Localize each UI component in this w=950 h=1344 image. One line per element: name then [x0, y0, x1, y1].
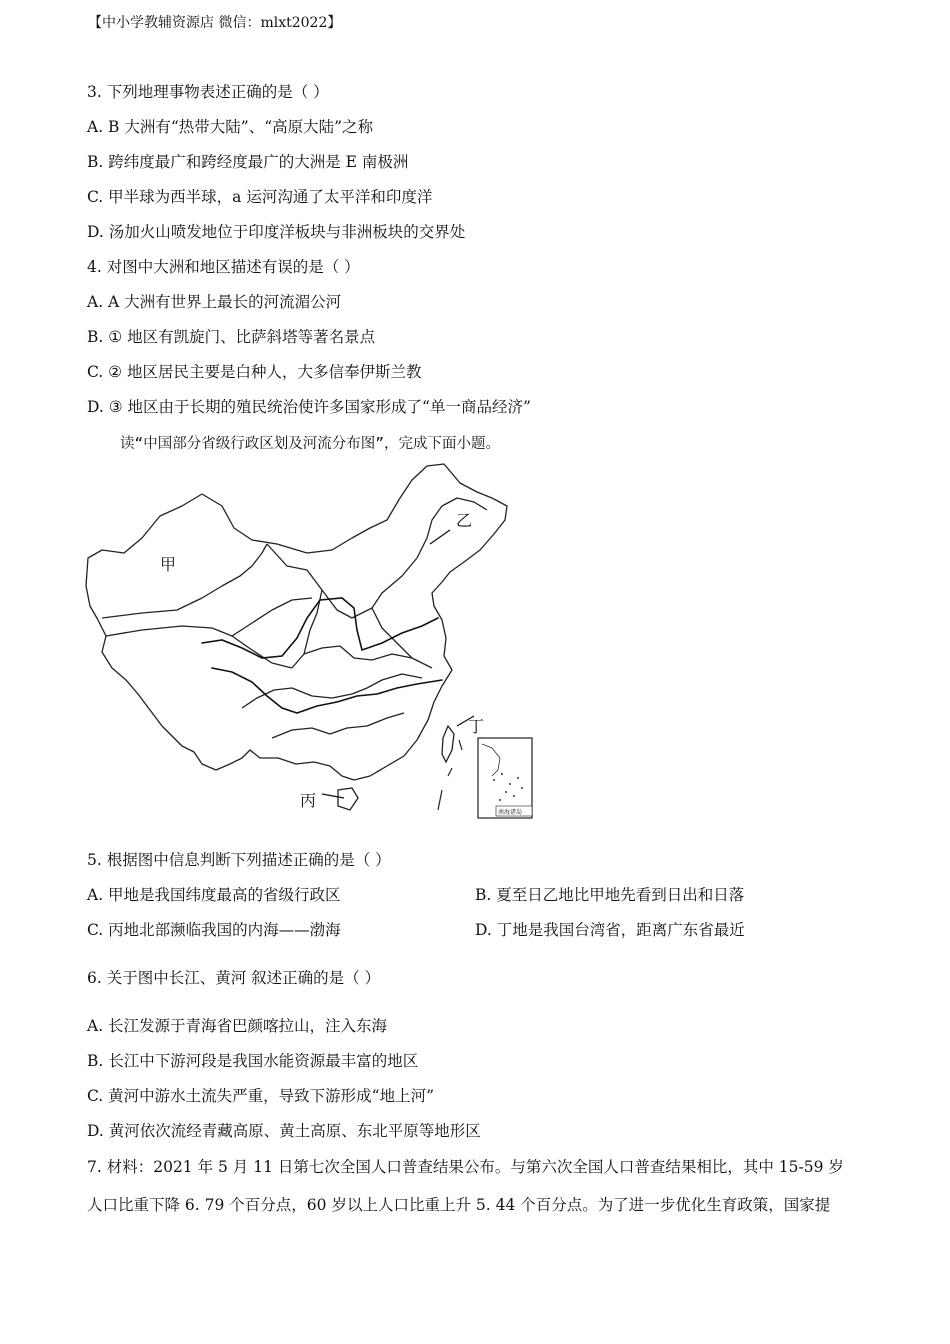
- south-china-sea-inset: [478, 738, 532, 818]
- q6-option-a: A. 长江发源于青海省巴颜喀拉山，注入东海: [87, 1017, 388, 1035]
- q3-option-b: B. 跨纬度最广和跨经度最广的大洲是 E 南极洲: [87, 153, 409, 171]
- boundary-south: [272, 713, 404, 738]
- boundary-central: [304, 590, 322, 654]
- q3-option-a: A. B 大洲有“热带大陆”、“高原大陆”之称: [87, 118, 374, 136]
- q6-stem: 6. 关于图中长江、黄河 叙述正确的是（ ）: [87, 969, 381, 987]
- q4-option-d: D. ③ 地区由于长期的殖民统治使许多国家形成了“单一商品经济”: [87, 398, 531, 416]
- q5-option-c: C. 丙地北部濒临我国的内海——渤海: [87, 921, 341, 939]
- china-map-svg: [82, 458, 542, 824]
- q6-option-c: C. 黄河中游水土流失严重，导致下游形成“地上河”: [87, 1087, 435, 1105]
- label-bing: 丙: [300, 791, 317, 810]
- q5-stem: 5. 根据图中信息判断下列描述正确的是（ ）: [87, 851, 391, 869]
- boundary-innermongolia: [267, 544, 417, 618]
- q7-line-1: 7. 材料：2021 年 5 月 11 日第七次全国人口普查结果公布。与第六次全国人口普查结果相比，其中 15-59 岁: [87, 1158, 844, 1176]
- boundary-east: [372, 608, 412, 658]
- q5-option-d: D. 丁地是我国台湾省，距离广东省最近: [475, 921, 745, 939]
- hainan-island: [338, 788, 358, 810]
- q3-option-c: C. 甲半球为西半球，a 运河沟通了太平洋和印度洋: [87, 188, 433, 206]
- map-intro: 读“中国部分省级行政区划及河流分布图”，完成下面小题。: [120, 436, 500, 452]
- q5-option-b: B. 夏至日乙地比甲地先看到日出和日落: [475, 886, 745, 904]
- boundary-tibet: [106, 626, 292, 668]
- q4-option-a: A. A 大洲有世界上最长的河流湄公河: [87, 293, 342, 311]
- q4-option-c: C. ② 地区居民主要是白种人，大多信奉伊斯兰教: [87, 363, 422, 381]
- q3-stem: 3. 下列地理事物表述正确的是（ ）: [87, 83, 329, 101]
- q4-option-b: B. ① 地区有凯旋门、比萨斜塔等著名景点: [87, 328, 376, 346]
- label-ding: 丁: [468, 717, 485, 736]
- label-yi: 乙: [456, 511, 473, 530]
- q7-line-2: 人口比重下降 6. 79 个百分点，60 岁以上人口比重上升 5. 44 个百分点。为了进一步优化生育政策，国家提: [87, 1196, 831, 1214]
- china-map-figure: [82, 458, 542, 824]
- page-header: 【中小学教辅资源店 微信：mlxt2022】: [88, 15, 342, 31]
- q6-option-d: D. 黄河依次流经青藏高原、黄土高原、东北平原等地形区: [87, 1122, 481, 1140]
- boundary-yunnan: [242, 688, 352, 708]
- q5-option-a: A. 甲地是我国纬度最高的省级行政区: [87, 886, 341, 904]
- q3-option-d: D. 汤加火山喷发地位于印度洋板块与非洲板块的交界处: [87, 223, 466, 241]
- boundary-xinjiang: [102, 544, 267, 618]
- map-outline: [86, 464, 507, 780]
- inset-label: 南海诸岛: [498, 809, 523, 816]
- label-jia: 甲: [160, 555, 177, 574]
- q4-stem: 4. 对图中大洲和地区描述有误的是（ ）: [87, 258, 360, 276]
- taiwan-island: [442, 726, 454, 762]
- boundary-northeast: [417, 498, 487, 558]
- q6-option-b: B. 长江中下游河段是我国水能资源最丰富的地区: [87, 1052, 419, 1070]
